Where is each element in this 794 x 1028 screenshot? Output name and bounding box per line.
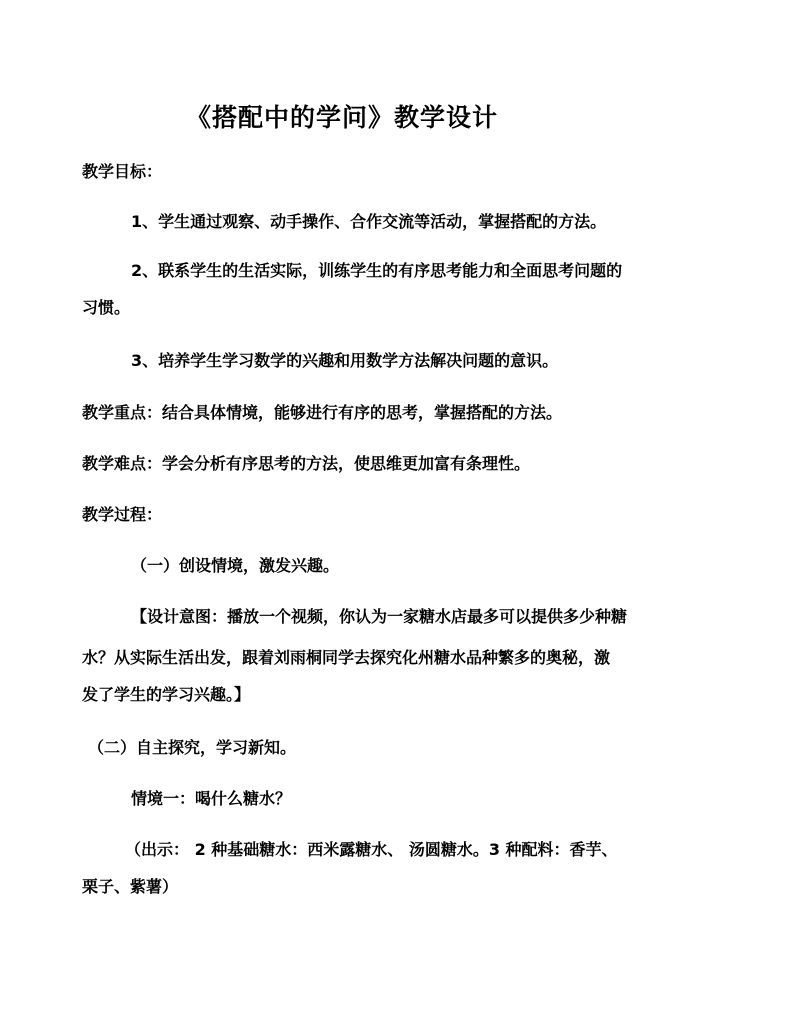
section-2-heading: （二）自主探究，学习新知。 xyxy=(88,738,297,757)
objective-2-line-1: 2、联系学生的生活实际，训练学生的有序思考能力和全面思考问题的 xyxy=(131,261,623,280)
show-line-1: （出示： 2 种基础糖水：西米露糖水、 汤圆糖水。3 种配料：香芋、 xyxy=(125,840,618,859)
objective-1: 1、学生通过观察、动手操作、合作交流等活动，掌握搭配的方法。 xyxy=(131,212,607,231)
objective-3: 3、培养学生学习数学的兴趣和用数学方法解决问题的意识。 xyxy=(131,351,559,370)
document-title: 《搭配中的学问》教学设计 xyxy=(186,103,499,132)
design-intent-line-3: 发了学生的学习兴趣。】 xyxy=(82,685,251,704)
design-intent-line-2: 水？从实际生活出发，跟着刘雨桐同学去探究化州糖水品种繁多的奥秘，激 xyxy=(82,648,611,667)
difficulties: 教学难点：学会分析有序思考的方法，使思维更加富有条理性。 xyxy=(82,454,531,473)
show-line-2: 栗子、紫薯） xyxy=(82,877,179,896)
key-points: 教学重点：结合具体情境，能够进行有序的思考，掌握搭配的方法。 xyxy=(82,403,563,422)
objectives-heading: 教学目标： xyxy=(82,162,163,181)
process-heading: 教学过程： xyxy=(82,505,163,524)
section-1-heading: （一）创设情境，激发兴趣。 xyxy=(131,556,340,575)
objective-2-line-2: 习惯。 xyxy=(82,298,131,317)
design-intent-line-1: 【设计意图：播放一个视频，你认为一家糖水店最多可以提供多少种糖 xyxy=(131,607,628,626)
scenario-1: 情境一：喝什么糖水？ xyxy=(131,789,292,808)
